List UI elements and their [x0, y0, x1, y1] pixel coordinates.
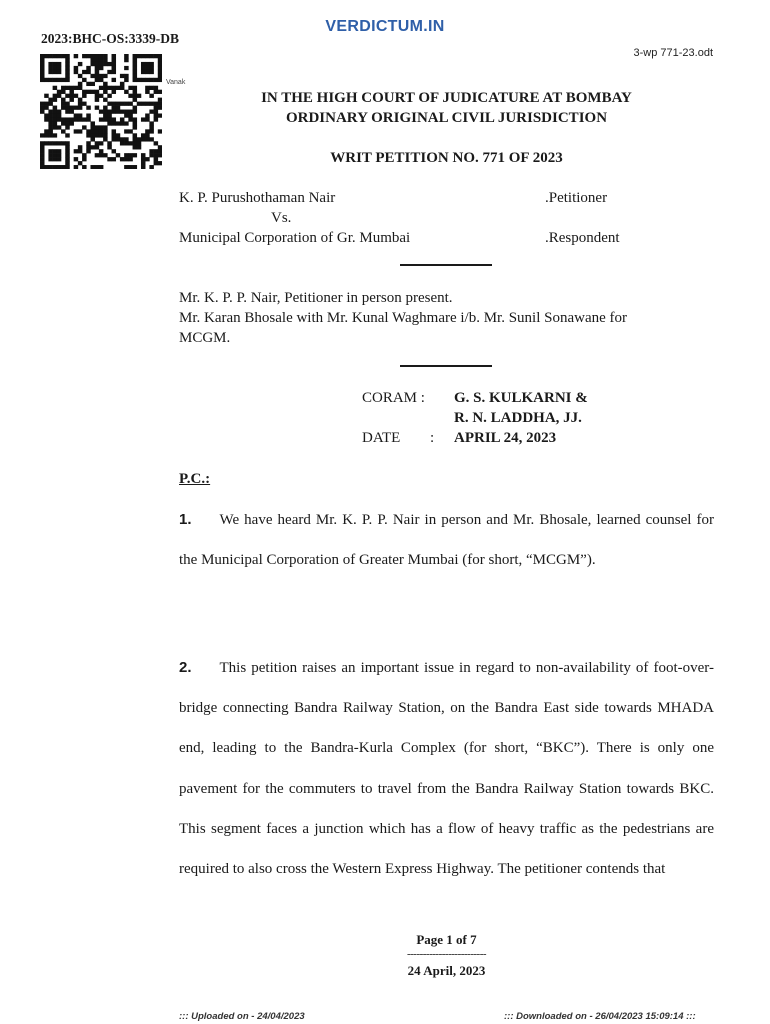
qr-module [99, 78, 104, 82]
qr-module [137, 54, 142, 58]
qr-module [65, 70, 70, 74]
downloaded-stamp: ::: Downloaded on - 26/04/2023 15:09:14 ::: [504, 1011, 696, 1022]
paragraph-text: This petition raises an important issue in regard to non-availability of foot-over-bridge connecting Bandra Railway Station, on the Bandra East side towards MHADA end, leading to the Bandra-Kurla Complex (for short, “BKC”). There is only one pavement for the commuters to travel from the Bandra Railway Station towards BKC. This segment faces a junction which has a flow of heavy traffic as the pedestrians are required to also cross the Western Express Highway. The petitioner contends that [179, 660, 714, 878]
qr-module [90, 137, 95, 141]
qr-module [99, 58, 104, 62]
case-identifier: 2023:BHC-OS:3339-DB [41, 31, 179, 46]
qr-module [99, 66, 104, 70]
qr-module [124, 74, 129, 78]
qr-module [86, 141, 91, 145]
qr-module [44, 78, 49, 82]
qr-module [158, 145, 162, 149]
qr-module [82, 54, 87, 58]
qr-module [78, 62, 83, 66]
qr-module [103, 58, 108, 62]
qr-module [48, 62, 53, 66]
paragraph-2 [179, 648, 714, 889]
qr-module [74, 129, 79, 133]
qr-module [95, 133, 100, 137]
qr-module [112, 66, 117, 70]
order-date: APRIL 24, 2023 [454, 430, 557, 446]
qr-module [78, 82, 83, 86]
qr-module [120, 74, 125, 78]
qr-module [40, 66, 45, 70]
qr-module [40, 58, 45, 62]
watermark-logo: VERDICTUM.IN [325, 18, 445, 35]
qr-module [53, 62, 58, 66]
qr-module [120, 82, 125, 86]
qr-module [61, 78, 66, 82]
qr-module [107, 70, 112, 74]
qr-module [65, 62, 70, 66]
footer-date: 24 April, 2023 [407, 963, 486, 978]
qr-module [95, 74, 100, 78]
date-label: DATE [362, 430, 401, 446]
qr-module [133, 137, 138, 141]
qr-module [141, 78, 146, 82]
qr-module [57, 54, 62, 58]
footer-dashes: ------------------------- [406, 948, 487, 960]
coram-judges-cont: R. N. LADDHA, JJ. [454, 410, 582, 426]
qr-module [128, 129, 133, 133]
qr-module [133, 78, 138, 82]
uploaded-stamp: ::: Uploaded on - 24/04/2023 [179, 1011, 305, 1022]
qr-module [44, 129, 49, 133]
qr-module [86, 54, 91, 58]
versus-label: Vs. [271, 210, 292, 226]
date-colon: : [430, 430, 435, 446]
qr-module [137, 141, 142, 145]
qr-module [154, 141, 159, 145]
qr-module [86, 133, 91, 137]
qr-module [53, 78, 58, 82]
qr-module [128, 141, 133, 145]
qr-module [116, 133, 121, 137]
qr-module [57, 70, 62, 74]
qr-module [133, 54, 138, 58]
signer-label: Vanak [166, 79, 186, 86]
qr-module [57, 66, 62, 70]
qr-module [112, 133, 117, 137]
qr-module [137, 137, 142, 141]
qr-module [53, 141, 58, 145]
qr-module [61, 129, 66, 133]
qr-module [103, 82, 108, 86]
court-name: IN THE HIGH COURT OF JUDICATURE AT BOMBAY [261, 90, 632, 106]
qr-module [57, 141, 62, 145]
qr-module [86, 129, 91, 133]
paragraph-text: We have heard Mr. K. P. P. Nair in person and Mr. Bhosale, learned counsel for the Municipal Corporation of Greater Mumbai (for short, “MCGM”). [179, 512, 714, 569]
paragraph-number: 1. [179, 511, 192, 528]
qr-module [65, 78, 70, 82]
qr-module [65, 74, 70, 78]
qr-module [40, 74, 45, 78]
qr-module [40, 78, 45, 82]
appearance-petitioner: Mr. K. P. P. Nair, Petitioner in person present. [179, 290, 453, 306]
qr-module [112, 70, 117, 74]
qr-module [133, 70, 138, 74]
qr-module [158, 74, 162, 78]
qr-module [53, 66, 58, 70]
qr-module [90, 62, 95, 66]
qr-module [99, 141, 104, 145]
qr-module [53, 70, 58, 74]
separator-rule [400, 365, 492, 367]
qr-module [103, 62, 108, 66]
qr-module [124, 129, 129, 133]
qr-module [124, 78, 129, 82]
qr-module [90, 74, 95, 78]
qr-module [48, 54, 53, 58]
qr-module [154, 54, 159, 58]
qr-module [65, 141, 70, 145]
qr-module [90, 133, 95, 137]
qr-module [53, 54, 58, 58]
qr-module [82, 70, 87, 74]
qr-module [133, 141, 138, 145]
qr-module [145, 70, 150, 74]
qr-module [141, 133, 146, 137]
qr-module [99, 133, 104, 137]
qr-module [95, 141, 100, 145]
jurisdiction: ORDINARY ORIGINAL CIVIL JURISDICTION [285, 110, 608, 126]
qr-module [48, 141, 53, 145]
qr-module [145, 66, 150, 70]
qr-module [95, 54, 100, 58]
qr-module [95, 58, 100, 62]
qr-module [149, 62, 154, 66]
qr-module [120, 137, 125, 141]
qr-module [95, 70, 100, 74]
qr-module [112, 54, 117, 58]
qr-module [145, 129, 150, 133]
qr-module [57, 78, 62, 82]
qr-module [103, 74, 108, 78]
qr-module [158, 54, 162, 58]
qr-module [40, 70, 45, 74]
qr-module [141, 66, 146, 70]
qr-module [44, 141, 49, 145]
qr-module [95, 62, 100, 66]
coram-judges: G. S. KULKARNI & [454, 390, 588, 406]
qr-module [86, 66, 91, 70]
qr-module [48, 66, 53, 70]
page-number: Page 1 of 7 [416, 932, 477, 947]
qr-module [107, 145, 112, 149]
qr-module [133, 145, 138, 149]
qr-module [48, 129, 53, 133]
qr-module [158, 58, 162, 62]
qr-module [107, 141, 112, 145]
qr-module [145, 62, 150, 66]
paragraph-number: 2. [179, 659, 192, 676]
qr-module [149, 70, 154, 74]
qr-module [40, 62, 45, 66]
qr-module [90, 129, 95, 133]
qr-module [133, 62, 138, 66]
qr-module [99, 74, 104, 78]
paragraph-1 [179, 500, 714, 580]
qr-module [78, 145, 83, 149]
qr-module [103, 137, 108, 141]
qr-module [158, 78, 162, 82]
qr-module [95, 78, 100, 82]
qr-module [74, 54, 79, 58]
qr-module [48, 78, 53, 82]
qr-module [107, 62, 112, 66]
qr-module [103, 133, 108, 137]
qr-module [74, 66, 79, 70]
qr-module [112, 137, 117, 141]
separator-rule [400, 264, 492, 266]
qr-module [137, 145, 142, 149]
qr-module [90, 54, 95, 58]
qr-module [57, 62, 62, 66]
qr-module [86, 70, 91, 74]
respondent-name: Municipal Corporation of Gr. Mumbai [179, 230, 411, 246]
qr-module [124, 66, 129, 70]
file-reference: 3-wp 771-23.odt [633, 47, 713, 59]
qr-module [65, 133, 70, 137]
qr-module [149, 78, 154, 82]
qr-module [40, 54, 45, 58]
qr-module [40, 145, 45, 149]
qr-module [145, 133, 150, 137]
qr-module [112, 78, 117, 82]
qr-module [149, 129, 154, 133]
qr-module [112, 129, 117, 133]
qr-module [90, 58, 95, 62]
qr-module [116, 137, 121, 141]
qr-module [124, 141, 129, 145]
qr-module [90, 82, 95, 86]
qr-module [65, 66, 70, 70]
petitioner-role: .Petitioner [545, 190, 608, 206]
qr-module [44, 54, 49, 58]
qr-module [40, 133, 45, 137]
qr-module [95, 145, 100, 149]
qr-module [95, 129, 100, 133]
qr-module [65, 54, 70, 58]
qr-module [61, 54, 66, 58]
qr-module [86, 82, 91, 86]
qr-module [82, 78, 87, 82]
qr-module [103, 129, 108, 133]
qr-module [154, 78, 159, 82]
qr-module [124, 137, 129, 141]
qr-module [133, 58, 138, 62]
qr-module [95, 66, 100, 70]
qr-module [133, 133, 138, 137]
qr-module [158, 70, 162, 74]
qr-module [141, 70, 146, 74]
petition-title: WRIT PETITION NO. 771 OF 2023 [330, 150, 563, 166]
qr-module [103, 54, 108, 58]
appearance-respondent: Mr. Karan Bhosale with Mr. Kunal Waghmare i/b. Mr. Sunil Sonawane for [179, 310, 628, 326]
qr-module [124, 58, 129, 62]
qr-module [145, 137, 150, 141]
qr-module [86, 145, 91, 149]
qr-module [149, 54, 154, 58]
qr-module [99, 62, 104, 66]
qr-module [137, 78, 142, 82]
qr-module [65, 145, 70, 149]
qr-module [61, 141, 66, 145]
qr-module [158, 62, 162, 66]
qr-module [99, 54, 104, 58]
petitioner-name: K. P. Purushothaman Nair [179, 190, 336, 206]
qr-module [124, 54, 129, 58]
qr-module [133, 66, 138, 70]
qr-module [120, 141, 125, 145]
qr-module [78, 129, 83, 133]
qr-module [158, 66, 162, 70]
respondent-role: .Respondent [545, 230, 620, 246]
qr-module [44, 133, 49, 137]
qr-module [158, 129, 162, 133]
qr-module [112, 62, 117, 66]
qr-module [48, 133, 53, 137]
qr-module [149, 66, 154, 70]
qr-module [78, 74, 83, 78]
qr-module [112, 58, 117, 62]
qr-module [99, 129, 104, 133]
qr-module [145, 54, 150, 58]
qr-module [141, 137, 146, 141]
qr-module [133, 74, 138, 78]
qr-module [90, 145, 95, 149]
qr-module [65, 58, 70, 62]
qr-module [145, 78, 150, 82]
qr-module [141, 54, 146, 58]
qr-module [53, 133, 58, 137]
coram-label: CORAM : [362, 390, 425, 406]
qr-module [48, 70, 53, 74]
qr-module [40, 141, 45, 145]
qr-module [141, 62, 146, 66]
order-heading: P.C.: [179, 471, 211, 487]
qr-module [149, 137, 154, 141]
qr-module [74, 70, 79, 74]
appearance-respondent-cont: MCGM. [179, 330, 231, 346]
